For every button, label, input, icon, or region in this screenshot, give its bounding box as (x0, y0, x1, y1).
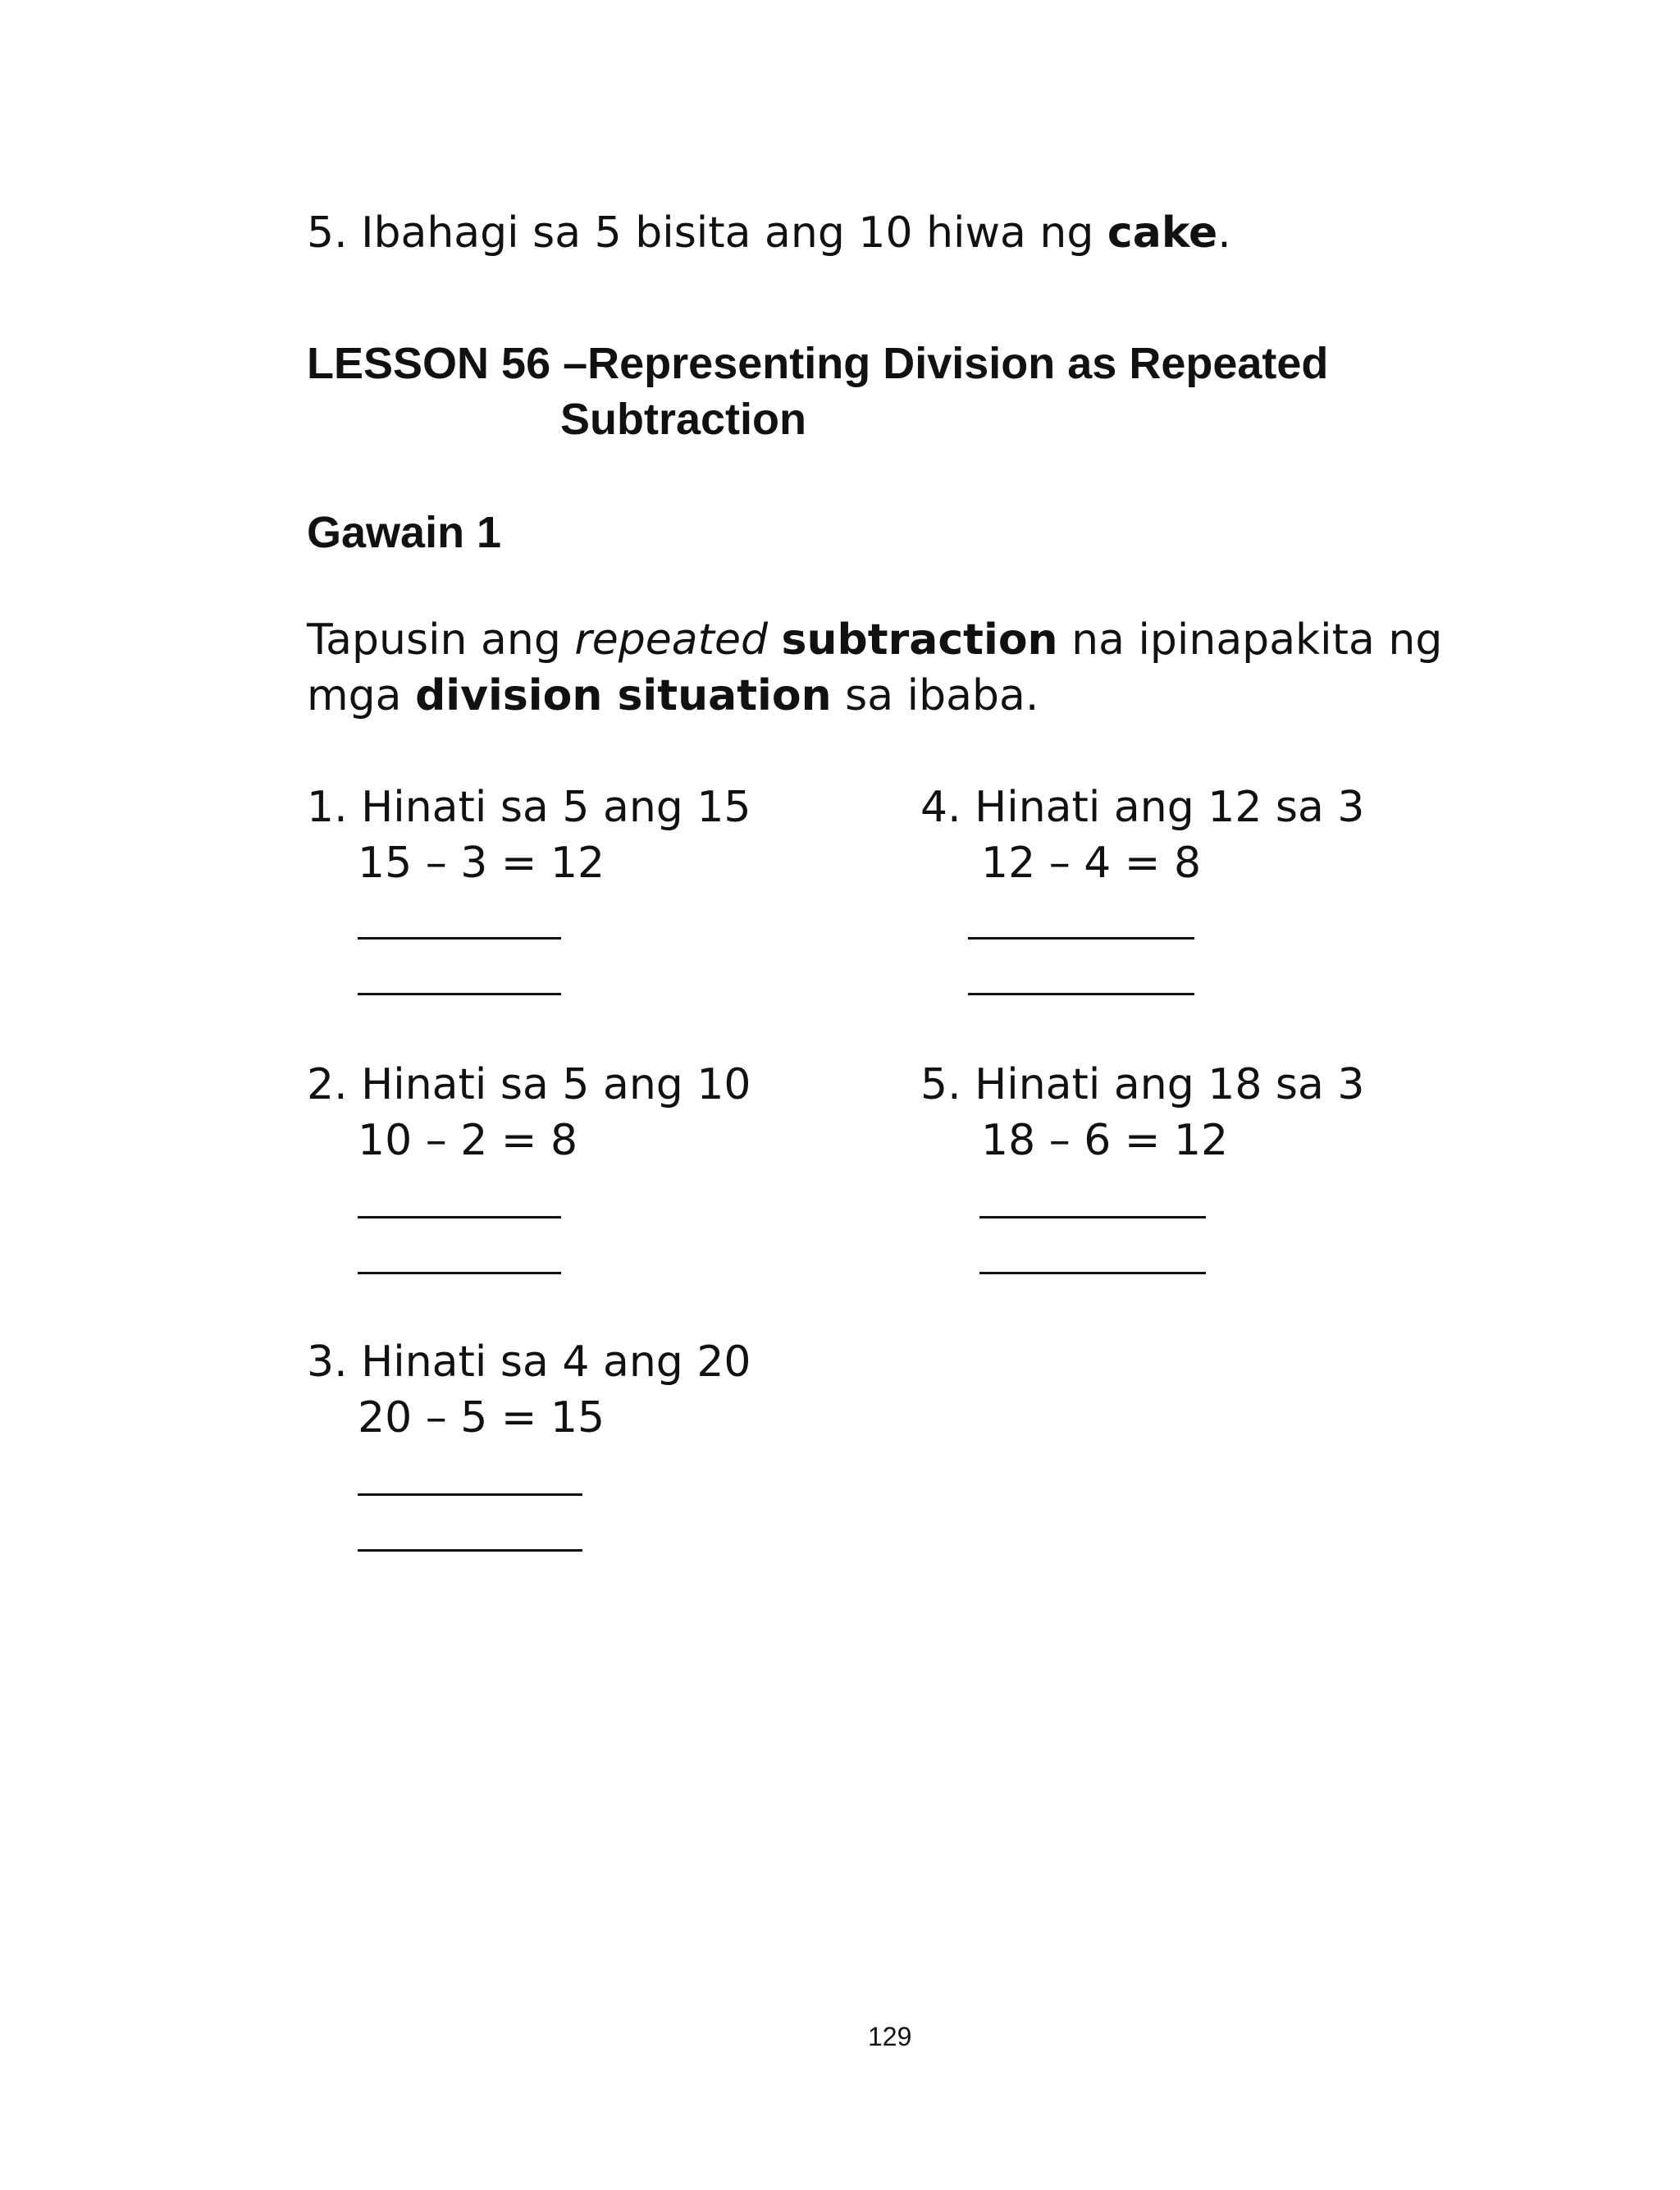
problem-2-equation: 10 – 2 = 8 (358, 1116, 578, 1165)
instr-bold-2: division situation (415, 671, 832, 720)
problem-1-equation: 15 – 3 = 12 (358, 839, 605, 888)
instructions-line1 (307, 615, 1443, 665)
instructions-line2 (307, 671, 1039, 720)
top-item-end: . (1217, 208, 1231, 258)
problem-5-blank-1[interactable] (979, 1216, 1206, 1218)
problem-4-blank-1[interactable] (968, 937, 1194, 940)
problem-4-label: 4. Hinati ang 12 sa 3 (920, 783, 1365, 832)
instr-italic: repeated (574, 615, 768, 665)
problem-4-equation: 12 – 4 = 8 (981, 839, 1202, 888)
instr-text-1: Tapusin ang (307, 615, 575, 665)
problem-3-blank-1[interactable] (358, 1493, 582, 1496)
instr-bold-1: subtraction (781, 615, 1058, 665)
instr-space (768, 615, 782, 665)
problem-1-blank-2[interactable] (358, 993, 561, 995)
problem-2-label: 2. Hinati sa 5 ang 10 (307, 1060, 751, 1109)
problem-5-label: 5. Hinati ang 18 sa 3 (920, 1060, 1365, 1109)
top-item (307, 208, 1231, 258)
lesson-title-line1: LESSON 56 –Representing Division as Repeated (307, 339, 1329, 388)
problem-1-label: 1. Hinati sa 5 ang 15 (307, 783, 751, 832)
problem-3-blank-2[interactable] (358, 1549, 582, 1552)
lesson-title-line2: Subtraction (560, 395, 807, 444)
instr-text-3: na ipinapakita ng (1057, 615, 1443, 665)
problem-3-equation: 20 – 5 = 15 (358, 1393, 605, 1442)
instr-text-4: mga (307, 671, 416, 720)
problem-1-blank-1[interactable] (358, 937, 561, 940)
problem-2-blank-2[interactable] (358, 1272, 561, 1274)
problem-5-equation: 18 – 6 = 12 (981, 1116, 1229, 1165)
instr-text-5: sa ibaba. (831, 671, 1039, 720)
problem-5-blank-2[interactable] (979, 1272, 1206, 1274)
page-number: 129 (868, 2022, 912, 2051)
problem-2-blank-1[interactable] (358, 1216, 561, 1218)
problem-4-blank-2[interactable] (968, 993, 1194, 995)
activity-title: Gawain 1 (307, 508, 502, 557)
top-item-text: 5. Ibahagi sa 5 bisita ang 10 hiwa ng (307, 208, 1107, 258)
top-item-bold: cake (1107, 208, 1218, 258)
problem-3-label: 3. Hinati sa 4 ang 20 (307, 1337, 751, 1387)
